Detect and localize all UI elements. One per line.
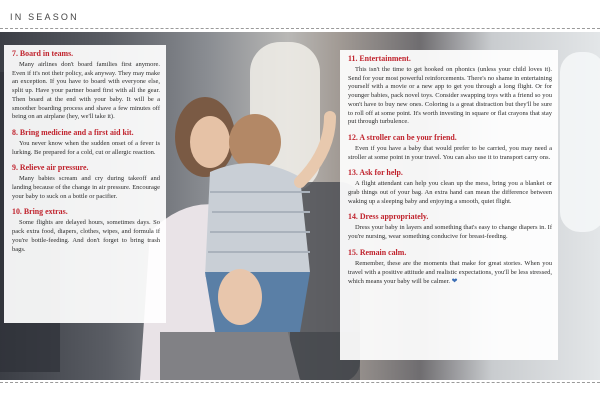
heart-icon: ❤ [451,277,458,286]
page-header [0,0,600,32]
tip-item [348,168,552,206]
tip-item [348,248,552,287]
tip-body: You never know when the sudden onset of a fever is lurking. Be prepared for a cold, cut or allergic reaction. [12,139,160,156]
tip-item [12,128,160,157]
tip-item [348,54,552,127]
tip-body: Dress your baby in layers and something that's easy to change diapers in. If you're nursing, wear something conducive for breast-feeding. [348,224,552,241]
tip-item [348,133,552,162]
tips-panel-right [340,50,558,360]
tip-body: This isn't the time to get hooked on phonics (unless your child loves it). Send for your most powerful reinforcements. There's no shame in entertaining yourself with a movie or a new app to get you through a long flight. Or for younger babies, pack novel toys. Consider swapping toys with a friend so you won't have to buy new ones. Coloring is a great distraction but they'll be sure to roll off at some point. It's worth investing in square or flat crayons that stay put through turbulence. [348,66,552,126]
tip-title: 15. Remain calm. [348,247,407,257]
tip-body: A flight attendant can help you clean up the mess, bring you a blanket or grab things out of your bag. An extra hand can mean the difference between waking up a sleeping baby and enjoying a smooth, quiet flight. [348,180,552,205]
tip-title: 8. Bring medicine and a first aid kit. [12,127,134,137]
tip-item [12,207,160,254]
tip-item [348,212,552,241]
tip-body [348,260,552,287]
tip-item [12,49,160,122]
tip-body: Many airlines don't board families first anymore. Even if it's not their policy, ask anyway. They may make an exception. If you have to board with everyone else, split up. Have your partner board first with all the gear. Then board at the end with your baby. It will be a smoother boarding process and shave a few minutes off being on an airplane (hey, we'll take it). [12,61,160,121]
tip-title: 11. Entertainment. [348,54,411,63]
section-title: IN SEASON [10,12,79,22]
footer-divider [0,382,600,383]
tip-title: 7. Board in teams. [12,49,74,58]
tips-panel-left [4,45,166,323]
tip-item [12,163,160,201]
tip-body-text: Remember, these are the moments that make for great stories. When you travel with a positive attitude and realistic expectations, you'll be less stressed, which means your baby will be calmer. [348,259,552,286]
tip-title: 13. Ask for help. [348,168,403,178]
tip-body: Even if you have a baby that would prefer to be carried, you may need a stroller at some point in your travel. You can also use it to transport carry ons. [348,144,552,161]
tip-body: Many babies scream and cry during takeoff and landing because of the change in air pressure. Encourage your baby to suck on a bottle or pacifier. [12,175,160,200]
tip-title: 12. A stroller can be your friend. [348,132,457,142]
tip-body: Some flights are delayed hours, sometimes days. So pack extra food, diapers, clothes, wipes, and formula if you're bottle-feeding. And don't forget to bring trash bags. [12,219,160,253]
tip-title: 14. Dress appropriately. [348,212,429,222]
tip-title: 10. Bring extras. [12,207,68,217]
tip-title: 9. Relieve air pressure. [12,163,89,173]
header-divider [0,28,600,29]
